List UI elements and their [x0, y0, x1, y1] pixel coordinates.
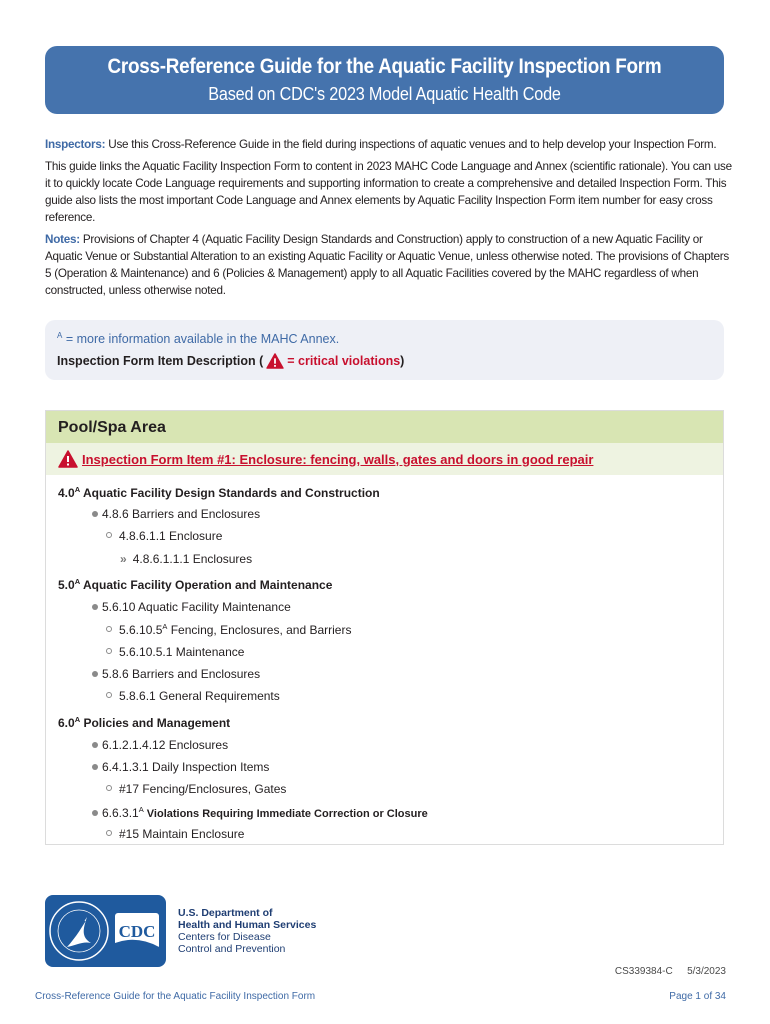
dept-line-1: U.S. Department of — [178, 907, 273, 919]
critical-violations-label: = critical violations — [287, 354, 401, 368]
tree-row: $4.0^A$ Aquatic Facility Design Standards and Construction — [58, 485, 380, 500]
item-description-label: Inspection Form Item Description ( — [57, 354, 264, 368]
cdc-logo-text: CDC — [118, 922, 156, 941]
hhs-cdc-logo — [45, 895, 166, 967]
inspectors-label: Inspectors: — [45, 138, 106, 151]
legend-close-paren: ) — [400, 354, 405, 368]
notes-text: Provisions of Chapter 4 (Aquatic Facility Design Standards and Construction) apply to construction of a new Aquatic Facility or Aquatic Venue or Substantial Alteration to an existing Aquatic Facility or Aquatic Venue, unless otherwise noted. The provisions of Chapters 5 (Operation & Maintenance) and 6 (Policies & Management) apply to all Aquatic Facilities covered by the MAHC regardless of when constructed, unless otherwise noted. — [45, 233, 729, 297]
department-name — [178, 907, 316, 955]
document-id — [615, 966, 726, 977]
tree-row: 4.8.6.1.1 Enclosure — [106, 529, 222, 543]
section-title: Pool/Spa Area — [58, 419, 166, 436]
guide-paragraph: This guide links the Aquatic Facility Inspection Form to content in 2023 MAHC Code Language and Annex (scientific rationale). You can use it to quickly locate Code Language requirements and supporting information to create a comprehensive and detailed Inspection Form. This guide also lists the most important Code Language and Annex elements by Aquatic Facility Inspection Form item number for easy cross reference. — [45, 160, 732, 224]
annex-legend-text: = more information available in the MAHC Annex. — [62, 332, 340, 347]
cdc-line-1: Centers for Disease — [178, 931, 271, 943]
tree-row: 4.8.6 Barriers and Enclosures — [92, 507, 260, 521]
tree-row: » 4.8.6.1.1.1 Enclosures — [120, 552, 252, 566]
tree-row: $5.6.10.5^A$ Fencing, Enclosures, and Barriers — [106, 622, 351, 637]
hhs-seal-icon — [45, 895, 166, 967]
intro-text — [45, 136, 735, 304]
notes-label: Notes: — [45, 233, 80, 246]
warning-triangle-icon — [266, 353, 284, 369]
tree-row: 5.8.6.1 General Requirements — [106, 689, 280, 703]
page-number: Page 1 of 34 — [669, 991, 726, 1002]
legend-box — [45, 320, 724, 380]
tree-row: 5.6.10.5.1 Maintenance — [106, 645, 244, 659]
tree-row: #17 Fencing/Enclosures, Gates — [106, 782, 286, 796]
section-header — [46, 411, 723, 443]
annex-legend — [57, 331, 339, 346]
notes-paragraph — [45, 231, 735, 299]
tree-row: $5.0^A$ Aquatic Facility Operation and Maintenance — [58, 577, 333, 592]
tree-row: $6.0^A$ Policies and Management — [58, 715, 231, 730]
inspectors-paragraph — [45, 136, 735, 153]
critical-legend — [57, 353, 404, 369]
page-title: Cross-Reference Guide for the Aquatic Facility Inspection Form — [107, 55, 662, 78]
inspection-item-link[interactable]: Inspection Form Item #1: Enclosure: fencing, walls, gates and doors in good repair — [82, 451, 594, 467]
footer-title: Cross-Reference Guide for the Aquatic Facility Inspection Form — [35, 991, 316, 1002]
tree-row: $6.6.3.1^A$ Violations Requiring Immediate Correction or Closure — [92, 805, 428, 820]
dept-line-2: Health and Human Services — [178, 919, 317, 931]
tree-row: 6.4.1.3.1 Daily Inspection Items — [92, 760, 269, 774]
doc-date: 5/3/2023 — [687, 966, 726, 977]
pool-spa-section — [45, 410, 724, 845]
tree-row: 6.1.2.1.4.12 Enclosures — [92, 738, 228, 752]
tree-row: 5.6.10 Aquatic Facility Maintenance — [92, 600, 291, 614]
annex-marker: A — [57, 331, 63, 340]
cdc-line-2: Control and Prevention — [178, 943, 286, 955]
inspectors-text: Use this Cross-Reference Guide in the field during inspections of aquatic venues and to help develop your Inspection Form. — [105, 138, 717, 151]
warning-triangle-icon — [58, 450, 78, 468]
tree-row: 5.8.6 Barriers and Enclosures — [92, 667, 260, 681]
doc-number: CS339384-C — [614, 966, 673, 977]
tree-row: #15 Maintain Enclosure — [106, 827, 244, 841]
title-banner — [45, 46, 724, 114]
inspection-item-header — [46, 443, 723, 475]
page-subtitle: Based on CDC's 2023 Model Aquatic Health Code — [208, 84, 561, 104]
